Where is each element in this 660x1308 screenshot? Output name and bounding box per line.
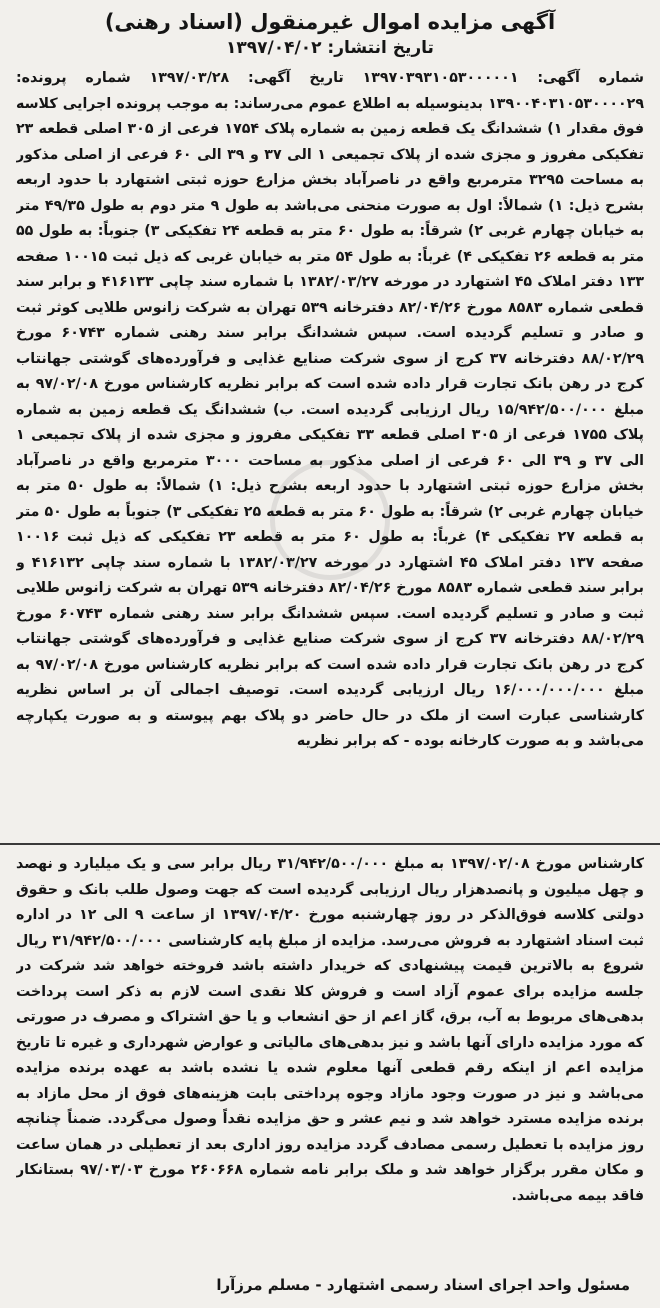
watermark-logo: [150, 460, 490, 650]
column-divider: [0, 843, 660, 845]
watermark-circle: [270, 460, 390, 580]
publish-date: تاریخ انتشار: ۱۳۹۷/۰۴/۰۲: [226, 38, 434, 58]
notice-title: آگهی مزایده اموال غیرمنقول (اسناد رهنی): [104, 10, 556, 34]
notice-signature: مسئول واحد اجرای اسناد رسمی اشتهارد - مسلم مرزآرا: [216, 1276, 630, 1294]
notice-paragraph-1: شماره آگهی: ۱۳۹۷۰۳۹۳۱۰۵۳۰۰۰۰۰۱ تاریخ آگهی: ۱۳۹۷/۰۳/۲۸ شماره پرونده: ۱۳۹۰۰۴۰۳۱۰۵۳۰۰۰۰۲۹ بدینوسیله به اطلاع عموم می‌رساند: به موجب پرونده اجرایی کلاسه فوق مقدار ۱) ششدانگ یک قطعه زمین به شماره پلاک ۱۷۵۴ فرعی از ۳۰۵ اصلی قطعه ۲۳ تفکیکی مفروز و مجزی شده از پلاک تجمیعی ۱ الی ۳۷ و ۳۹ الی ۶۰ فرعی از اصلی مذکور به مساحت ۳۲۹۵ مترمربع واقع در ناصرآباد بخش مزارع حوزه ثبتی اشتهارد با حدود اربعه بشرح ذیل: ۱) شمالاً: اول به صورت منحنی می‌باشد به طول ۹ متر دوم به طول ۴۹/۳۵ متر به خیابان چهارم غربی ۲) شرقاً: به طول ۶۰ متر به قطعه ۲۴ تفکیکی ۳) جنوباً: به طول ۵۵ متر به قطعه ۲۶ تفکیکی ۴) غرباً: به طول ۵۴ متر به خیابان غربی که ذیل ثبت ۱۰۰۱۵ صفحه ۱۳۳ دفتر املاک ۴۵ اشتهارد در مورخه ۱۳۸۲/۰۳/۲۷ با شماره سند چاپی ۴۱۶۱۳۳ و برابر سند قطعی شماره ۸۵۸۳ مورخ ۸۲/۰۴/۲۶ دفترخانه ۵۳۹ تهران به شرکت زانوس طلایی کوثر ثبت و صادر و تسلیم گردیده است. سپس ششدانگ برابر سند رهنی شماره ۶۰۷۴۳ مورخ ۸۸/۰۲/۲۹ دفترخانه ۳۷ کرج از سوی شرکت صنایع غذایی و فرآورده‌های گوشتی جهانتاب کرج در رهن بانک تجارت قرار داده شده است که برابر نظریه کارشناس مورخ ۹۷/۰۲/۰۸ به مبلغ ۱۵/۹۴۲/۵۰۰/۰۰۰ ریال ارزیابی گردیده است. ب) ششدانگ یک قطعه زمین به شماره پلاک ۱۷۵۵ فرعی از ۳۰۵ اصلی قطعه ۳۳ تفکیکی مفروز و مجزی شده از پلاک تجمیعی ۱ الی ۳۷ و ۳۹ الی ۶۰ فرعی از اصلی مذکور به مساحت ۳۰۰۰ مترمربع واقع در ناصرآباد بخش مزارع حوزه ثبتی اشتهارد با حدود اربعه بشرح ذیل: ۱) شمالاً: به طول ۵۰ متر به خیابان چهارم غربی ۲) شرقاً: به طول ۶۰ متر به قطعه ۲۵ تفکیکی ۳) جنوباً به طول ۵۰ متر به قطعه ۲۷ تفکیکی ۴) غرباً: به طول ۶۰ متر به قطعه ۲۳ تفکیکی که ذیل ثبت ۱۰۰۱۶ صفحه ۱۳۷ دفتر املاک ۴۵ اشتهارد در مورخه ۱۳۸۲/۰۳/۲۷ با شماره سند چاپی ۴۱۶۱۳۲ و برابر سند قطعی شماره ۸۵۸۳ مورخ ۸۲/۰۴/۲۶ دفترخانه ۵۳۹ تهران به شرکت زانوس طلایی ثبت و صادر و تسلیم گردیده است. سپس ششدانگ برابر سند رهنی شماره ۶۰۷۴۳ مورخ ۸۸/۰۲/۲۹ دفترخانه ۳۷ کرج از سوی شرکت صنایع غذایی و فرآورده‌های گوشتی جهانتاب کرج در رهن بانک تجارت قرار داده شده است که برابر نظریه کارشناس مورخ ۹۷/۰۲/۰۸ به مبلغ ۱۶/۰۰۰/۰۰۰/۰۰۰ ریال ارزیابی گردیده است. توصیف اجمالی آن بر اساس نظریه کارشناسی عبارت است از ملک در حال حاضر دو پلاک بهم پیوسته و به صورت یکپارچه می‌باشد و به صورت کارخانه بوده - که برابر نظریه: [16, 70, 644, 749]
notice-paragraph-2: کارشناس مورخ ۱۳۹۷/۰۲/۰۸ به مبلغ ۳۱/۹۴۲/۵۰۰/۰۰۰ ریال برابر سی و یک میلیارد و نهصد و چهل میلیون و پانصدهزار ریال ارزیابی گردیده است که جهت وصول طلب بانک و حقوق دولتی کلاسه فوق‌الذکر در روز چهارشنبه مورخ ۱۳۹۷/۰۴/۲۰ از ساعت ۹ الی ۱۲ در اداره ثبت اسناد اشتهارد به فروش می‌رسد. مزایده از مبلغ پایه کارشناسی ۳۱/۹۴۲/۵۰۰/۰۰۰ ریال شروع به بالاترین قیمت پیشنهادی که خریدار داشته باشد فروخته خواهد شد شرکت در جلسه مزایده برای عموم آزاد است و فروش کلا نقدی است لازم به ذکر است پرداخت بدهی‌های مربوط به آب، برق، گاز اعم از حق انشعاب و یا حق اشتراک و مصرف در صورتی که مورد مزایده دارای آنها باشد و نیز بدهی‌های مالیاتی و عوارض شهرداری و غیره تا تاریخ مزایده اعم از اینکه رقم قطعی آنها معلوم شده یا نشده باشد به عهده برنده مزایده می‌باشد و نیز در صورت وجود مازاد وجوه پرداختی بابت هزینه‌های فوق از محل مازاد به برنده مزایده مسترد خواهد شد و نیم عشر و حق مزایده نقداً وصول می‌گردد. ضمناً چنانچه روز مزایده با تعطیل رسمی مصادف گردد مزایده روز اداری بعد از تعطیلی در همان ساعت و مکان مقرر برگزار خواهد شد و ملک برابر نامه شماره ۲۶۰۶۶۸ مورخ ۹۷/۰۳/۰۳ بستانکار فاقد بیمه می‌باشد.: [16, 856, 644, 1204]
